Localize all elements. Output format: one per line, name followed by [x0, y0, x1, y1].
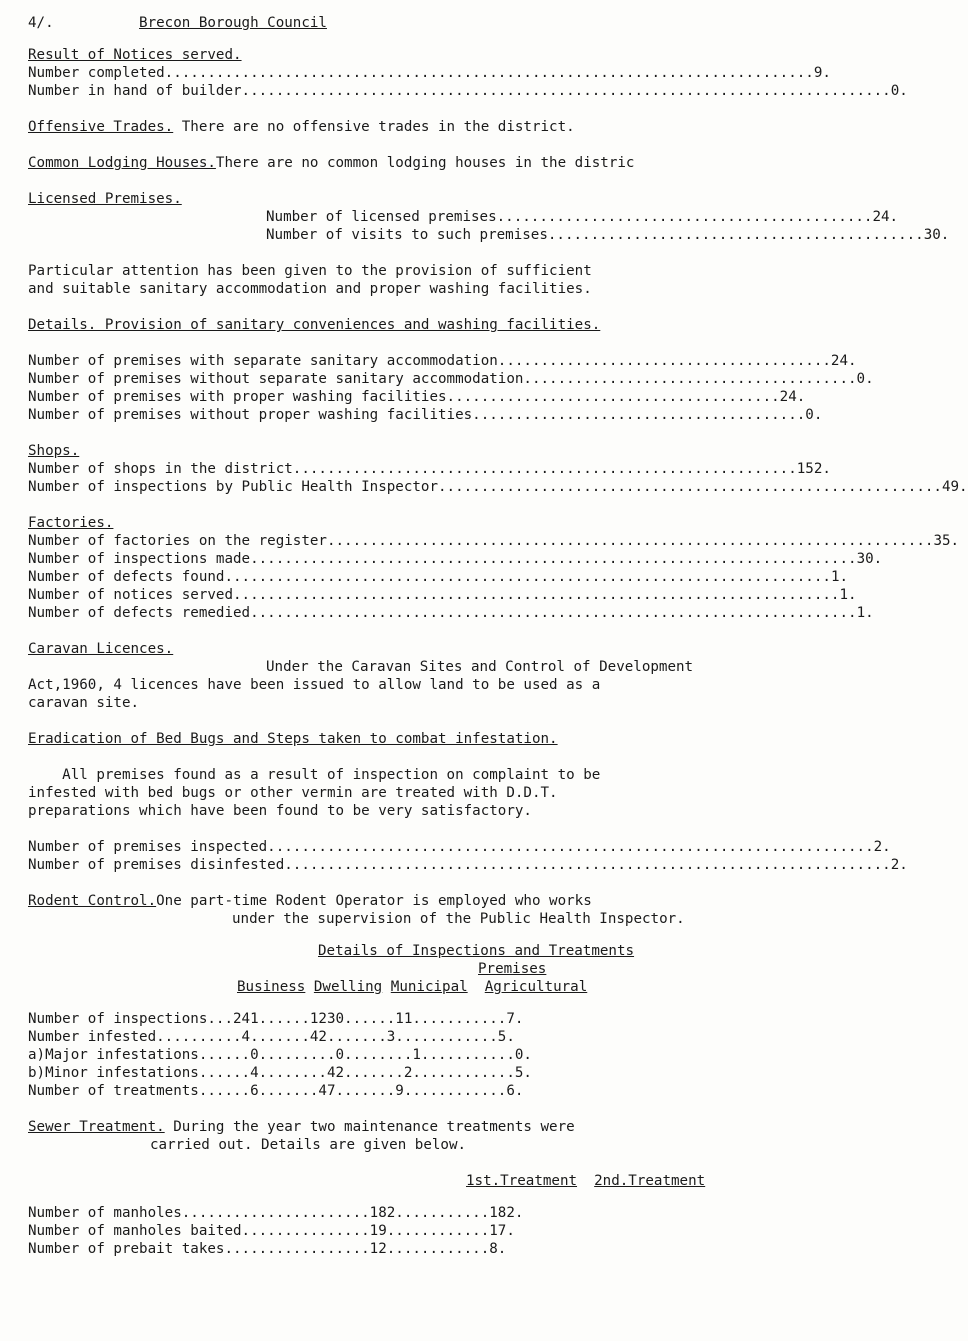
factories-row: Number of defects found ....................................................................... 1.	[28, 569, 849, 585]
factories-row: Number of factories on the register ....................................................................... 35.	[28, 533, 960, 549]
notices-row: Number in hand of builder ............................................................................ 0.	[28, 83, 908, 99]
caravan-line: Under the Caravan Sites and Control of Development	[266, 659, 694, 675]
notices-heading: Result of Notices served.	[28, 47, 242, 63]
details-row: Number of premises without proper washing facilities ....................................... 0.	[28, 407, 823, 423]
document-page	[28, 14, 968, 1258]
bedbugs-line: infested with bed bugs or other vermin are treated with D.D.T.	[28, 785, 558, 801]
bedbugs-heading: Eradication of Bed Bugs and Steps taken to combat infestation.	[28, 731, 558, 747]
rodent-columns: Business Dwelling Municipal Agricultural	[237, 979, 588, 995]
council-title: Brecon Borough Council	[139, 15, 327, 31]
licensed-row: Number of visits to such premises ............................................ 30.	[266, 227, 950, 243]
particular-line: and suitable sanitary accommodation and proper washing facilities.	[28, 281, 592, 297]
sewer-row: Number of manholes......................182...........182.	[28, 1205, 524, 1221]
particular-line: Particular attention has been given to the provision of sufficient	[28, 263, 592, 279]
factories-heading: Factories.	[28, 515, 114, 531]
caravan-line: caravan site.	[28, 695, 140, 711]
factories-row: Number of defects remedied ....................................................................... 1.	[28, 605, 874, 621]
rodent-row: a)Major infestations......0.........0........1...........0.	[28, 1047, 532, 1063]
caravan-line: Act,1960, 4 licences have been issued to allow land to be used as a	[28, 677, 601, 693]
page-header	[28, 14, 792, 32]
rodent-table-heading: Details of Inspections and Treatments	[318, 943, 635, 959]
details-row: Number of premises with proper washing facilities ....................................... 24.	[28, 389, 806, 405]
factories-row: Number of inspections made ....................................................................... 30.	[28, 551, 883, 567]
sewer-row: Number of prebait takes.................12............8.	[28, 1241, 507, 1257]
rodent-row: b)Minor infestations......4........42.......2............5.	[28, 1065, 532, 1081]
details-row: Number of premises with separate sanitary accommodation ....................................... 24.	[28, 353, 857, 369]
bedbugs-line: preparations which have been found to be very satisfactory.	[28, 803, 532, 819]
details-row: Number of premises without separate sanitary accommodation ....................................... 0.	[28, 371, 874, 387]
rodent-line: Rodent Control.One part-time Rodent Operator is employed who works	[28, 893, 592, 909]
sewer-line: Sewer Treatment. During the year two maintenance treatments were	[28, 1119, 575, 1135]
licensed-row: Number of licensed premises ............................................ 24.	[266, 209, 899, 225]
details-heading: Details. Provision of sanitary conveniences and washing facilities.	[28, 317, 601, 333]
bedbugs-row: Number of premises disinfested ....................................................................... 2.	[28, 857, 908, 873]
premises-label: Premises	[478, 961, 547, 977]
page-number: 4/.	[28, 15, 54, 31]
shops-row: Number of inspections by Public Health Inspector ........................................................... 49.	[28, 479, 968, 495]
sewer-columns: 1st.Treatment 2nd.Treatment	[466, 1173, 706, 1189]
notices-row: Number completed ............................................................................ 9.	[28, 65, 831, 81]
sewer-line: carried out. Details are given below.	[150, 1137, 467, 1153]
caravan-heading: Caravan Licences.	[28, 641, 174, 657]
lodging-houses: Common Lodging Houses.There are no common lodging houses in the distric	[28, 155, 635, 171]
sewer-row: Number of manholes baited...............19............17.	[28, 1223, 515, 1239]
shops-heading: Shops.	[28, 443, 80, 459]
rodent-row: Number of inspections...241......1230......11...........7.	[28, 1011, 524, 1027]
bedbugs-row: Number of premises inspected ....................................................................... 2.	[28, 839, 891, 855]
bedbugs-line: All premises found as a result of inspection on complaint to be	[62, 767, 601, 783]
factories-row: Number of notices served ....................................................................... 1.	[28, 587, 857, 603]
rodent-row: Number of treatments......6.......47.......9............6.	[28, 1083, 524, 1099]
shops-row: Number of shops in the district ........................................................... 152.	[28, 461, 831, 477]
offensive-trades: Offensive Trades. There are no offensive trades in the district.	[28, 119, 575, 135]
rodent-line: under the supervision of the Public Health Inspector.	[232, 911, 685, 927]
rodent-row: Number infested..........4.......42.......3............5.	[28, 1029, 515, 1045]
licensed-heading: Licensed Premises.	[28, 191, 182, 207]
